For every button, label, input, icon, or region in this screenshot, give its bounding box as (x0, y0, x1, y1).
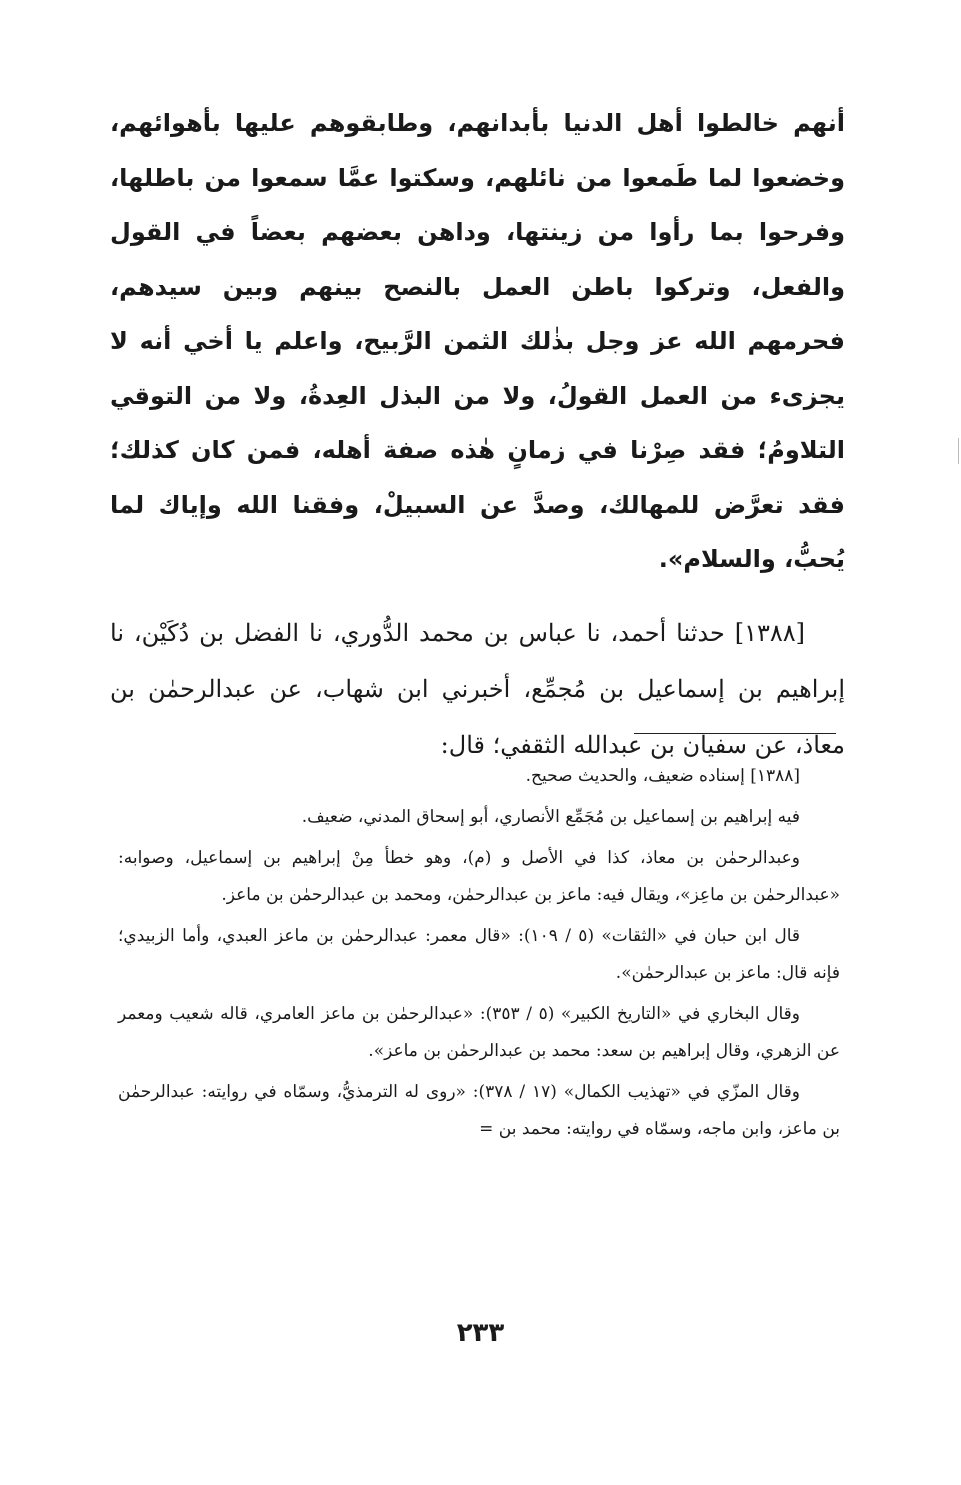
footnote-line: وعبدالرحمٰن بن معاذ، كذا في الأصل و (م)، وهو خطأ مِنْ إبراهيم بن إسماعيل، وصوابه: «عبدالرحمٰن بن ماعِز»، ويقال فيه: ماعز بن عبدالرحمٰن، ومحمد بن عبدالرحمٰن بن ماعز. (118, 848, 840, 905)
footnote-line: وقال البخاري في «التاريخ الكبير» (٥ / ٣٥٣): «عبدالرحمٰن بن ماعز العامري، قاله شعيب ومعمر عن الزهري، وقال إبراهيم بن سعد: محمد بن عبدالرحمٰن بن ماعز». (118, 1004, 840, 1061)
footnote-line: [١٣٨٨] إسناده ضعيف، والحديث صحيح. (525, 766, 800, 786)
page-number: ٢٣٣ (456, 1318, 505, 1348)
footnotes (118, 758, 840, 1152)
main-paragraph-quote: أنهم خالطوا أهل الدنيا بأبدانهم، وطابقوهم عليها بأهوائهم، وخضعوا لما طَمعوا من نائلهم، وسكتوا عمَّا سمعوا من باطلها، وفرحوا بما رأوا من زينتها، وداهن بعضهم بعضاً في القول والفعل، وتركوا باطن العمل بالنصح بينهم وبين سيدهم، فحرمهم الله عز وجل بذٰلك الثمن الرَّبيح، واعلم يا أخي أنه لا يجزىء من العمل القولُ، ولا من البذل العِدةُ، ولا من التوقي التلاومُ؛ فقد صِرْنا في زمانٍ هٰذه صفة أهله، فمن كان كذلك؛ فقد تعرَّض للمهالك، وصدَّ عن السبيلْ، وفقنا الله وإياك لما يُحبُّ، والسلام». (110, 109, 845, 573)
footnote-line: قال ابن حبان في «الثقات» (٥ / ١٠٩): «قال معمر: عبدالرحمٰن بن ماعز العبدي، وأما الزبيدي؛ فإنه قال: ماعز بن عبدالرحمٰن». (118, 926, 840, 983)
main-text (110, 96, 845, 773)
main-paragraph-hadith-1388: [١٣٨٨] حدثنا أحمد، نا عباس بن محمد الدُّوري، نا الفضل بن دُكَيْن، نا إبراهيم بن إسماعيل بن مُجمِّع، أخبرني ابن شهاب، عن عبدالرحمٰن بن معاذ، عن سفيان بن عبدالله الثقفي؛ قال: (110, 618, 845, 759)
footnote-line: فيه إبراهيم بن إسماعيل بن مُجَمِّع الأنصاري، أبو إسحاق المدني، ضعيف. (301, 807, 800, 827)
footnote-line: وقال المزّي في «تهذيب الكمال» (١٧ / ٣٧٨): «روى له الترمذيُّ، وسمّاه في روايته: عبدالرحمٰن بن ماعز، وابن ماجه، وسمّاه في روايته: محمد بن = (118, 1082, 840, 1139)
footnote-separator (634, 733, 836, 734)
scan-edge-mark (958, 438, 959, 464)
